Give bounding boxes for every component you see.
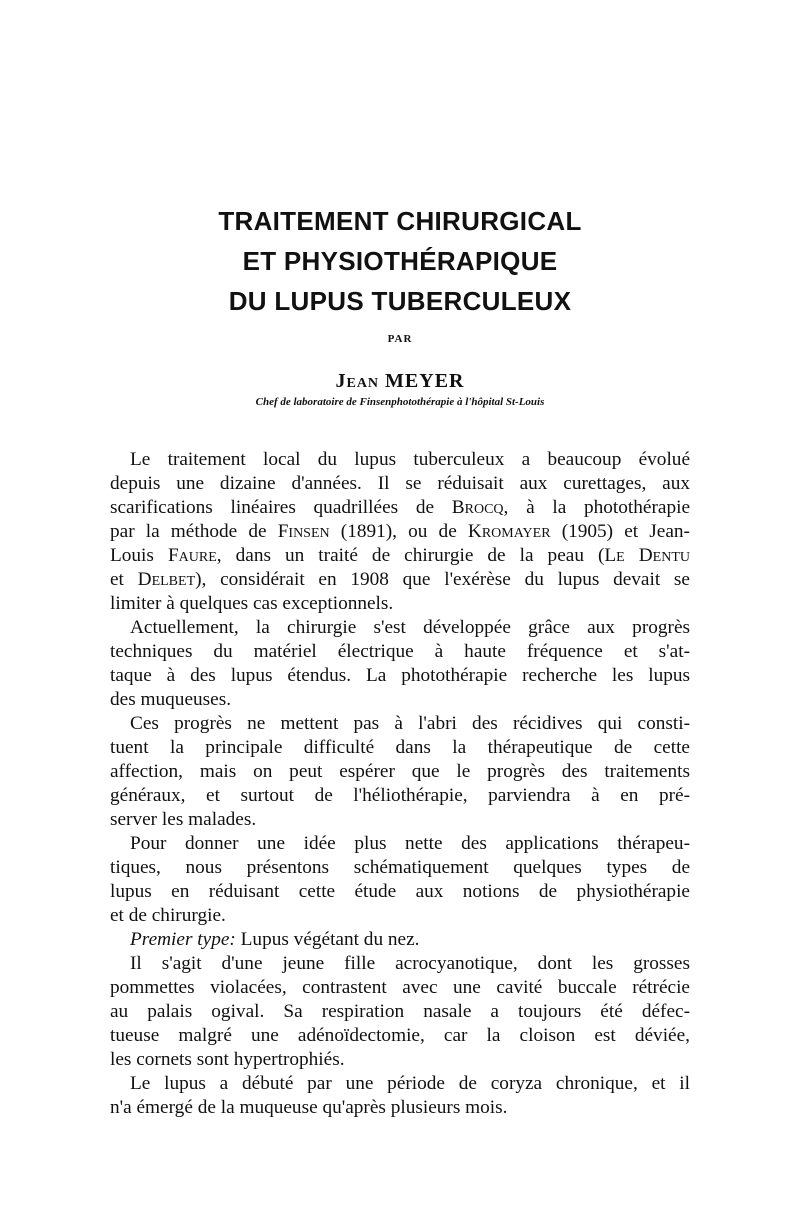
author-name xyxy=(0,370,800,393)
text-line: n'a émergé de la muqueuse qu'après plusieurs mois. xyxy=(110,1097,508,1118)
by-label: PAR xyxy=(387,333,413,345)
text-line: Ces progrès ne mettent pas à l'abri des récidives qui consti- xyxy=(130,713,690,734)
text-line: limiter à quelques cas exceptionnels. xyxy=(110,593,394,614)
text-fragment: par la méthode de xyxy=(110,521,278,542)
cited-name: Brocq xyxy=(451,497,504,518)
text-line: depuis une dizaine d'années. Il se réduisait aux curettages, aux xyxy=(110,473,690,494)
text-line: lupus en réduisant cette étude aux notions de physiothérapie xyxy=(110,881,690,902)
section-label: Premier type: xyxy=(130,929,236,950)
text-line: les cornets sont hypertrophiés. xyxy=(110,1049,345,1070)
text-line: server les malades. xyxy=(110,809,257,830)
cited-name: Finsen xyxy=(277,521,330,542)
text-fragment: (1891), ou de xyxy=(329,521,468,542)
text-line xyxy=(110,544,690,568)
text-line: tueuse malgré une adénoïdectomie, car la cloison est déviée, xyxy=(110,1025,690,1046)
text-line: techniques du matériel électrique à haute fréquence et s'at- xyxy=(110,641,690,662)
text-line: pommettes violacées, contrastent avec une cavité buccale rétrécie xyxy=(110,977,690,998)
text-fragment: , dans un traité de chirurgie de la peau ( xyxy=(216,545,605,566)
text-fragment: Louis xyxy=(110,545,168,566)
text-line: Le lupus a débuté par une période de coryza chronique, et il xyxy=(130,1073,690,1094)
text-line: taque à des lupus étendus. La photothérapie recherche les lupus xyxy=(110,665,690,686)
text-line: tuent la principale difficulté dans la thérapeutique de cette xyxy=(110,737,690,758)
section-text: Lupus végétant du nez. xyxy=(235,929,420,950)
text-fragment: , à la photothérapie xyxy=(503,497,691,518)
text-fragment: (1905) et Jean- xyxy=(550,521,690,542)
author-last-name: MEYER xyxy=(385,370,465,392)
cited-name: Delbet xyxy=(137,569,196,590)
text-line: Le traitement local du lupus tuberculeux a beaucoup évolué xyxy=(130,449,690,470)
text-fragment: scarifications linéaires quadrillées de xyxy=(110,497,452,518)
text-line: Il s'agit d'une jeune fille acrocyanotique, dont les grosses xyxy=(130,953,690,974)
text-line xyxy=(110,568,690,592)
cited-name: Faure xyxy=(167,545,217,566)
author-affiliation: Chef de laboratoire de Finsenphotothérapie à l'hôpital St-Louis xyxy=(255,396,545,408)
article-body xyxy=(110,448,690,1120)
text-fragment: ), considérait en 1908 que l'exérèse du lupus devait se xyxy=(195,569,690,590)
text-line: généraux, et surtout de l'héliothérapie, parviendra à en pré- xyxy=(110,785,690,806)
text-line: tiques, nous présentons schématiquement quelques types de xyxy=(110,857,690,878)
cited-name: Kromayer xyxy=(467,521,551,542)
title-line-2: ET PHYSIOTHÉRAPIQUE xyxy=(242,246,558,276)
title-line-3: DU LUPUS TUBERCULEUX xyxy=(228,286,572,316)
text-line xyxy=(110,520,690,544)
author-first-name: Jean xyxy=(335,370,380,392)
text-line: affection, mais on peut espérer que le progrès des traitements xyxy=(110,761,690,782)
section-heading xyxy=(110,928,690,952)
text-fragment: et xyxy=(110,569,138,590)
text-line: des muqueuses. xyxy=(110,689,232,710)
title-line-1: TRAITEMENT CHIRURGICAL xyxy=(218,206,582,236)
text-line: Pour donner une idée plus nette des applications thérapeu- xyxy=(130,833,690,854)
text-line: au palais ogival. Sa respiration nasale a toujours été défec- xyxy=(110,1001,690,1022)
text-line: et de chirurgie. xyxy=(110,905,226,926)
text-line: Actuellement, la chirurgie s'est développée grâce aux progrès xyxy=(130,617,690,638)
text-line xyxy=(110,496,690,520)
cited-name: Le Dentu xyxy=(604,545,691,566)
